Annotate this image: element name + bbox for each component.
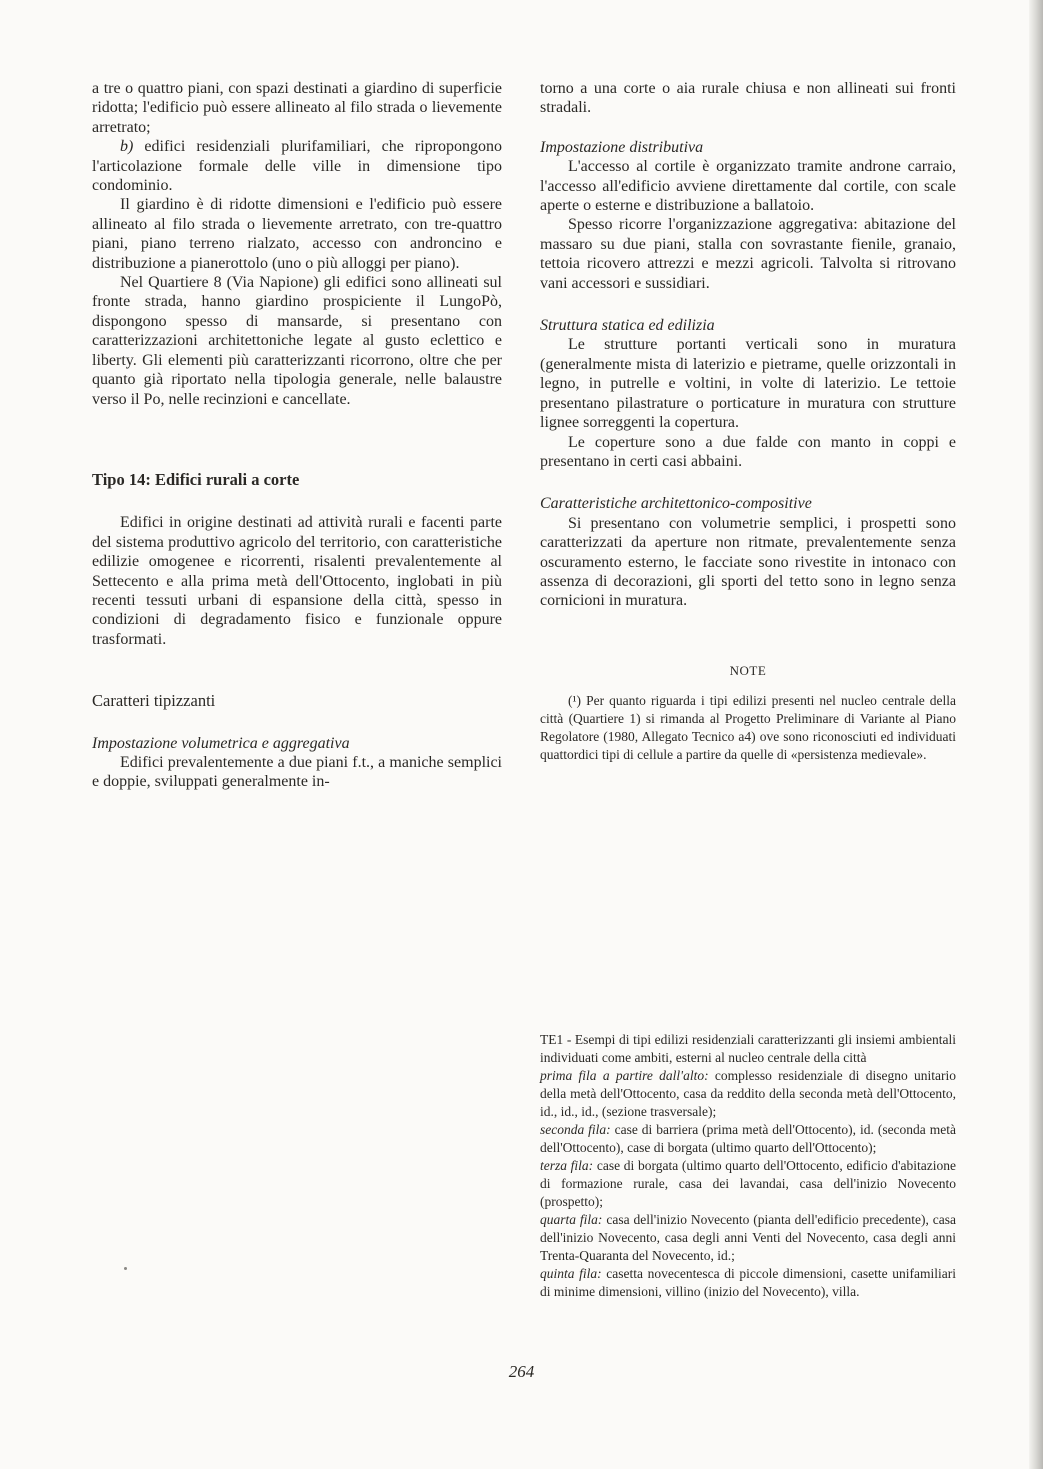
section-title: Struttura statica ed edilizia xyxy=(540,317,715,335)
paragraph: Edifici prevalentemente a due piani f.t., a maniche semplici e doppie, sviluppati generalmente in- xyxy=(92,753,502,791)
left-column xyxy=(92,79,502,792)
footnote xyxy=(540,692,956,764)
paragraph: a tre o quattro piani, con spazi destinati a giardino di superficie ridotta; l'edificio può essere allineato al filo strada o lievemente arretrato; xyxy=(92,80,502,136)
caption-row-text: casetta novecentesca di piccole dimensioni, casette unifamiliari di minime dimensioni, villino (inizio del Novecento), villa. xyxy=(540,1266,957,1299)
notes-heading: NOTE xyxy=(729,662,767,678)
list-marker: b) xyxy=(120,138,134,156)
section-title: Caratteristiche architettonico-compositive xyxy=(540,495,812,513)
paragraph: torno a una corte o aia rurale chiusa e non allineati sui fronti stradali. xyxy=(540,80,956,117)
paragraph: Le coperture sono a due falde con manto in coppi e presentano in certi casi abbaini. xyxy=(540,433,956,470)
section-title: Impostazione volumetrica e aggregativa xyxy=(92,734,350,752)
paragraph: Edifici in origine destinati ad attività rurali e facenti parte del sistema produttivo agricolo del territorio, con caratteristiche edilizie omogenee e ricorrenti, risalenti prevalentemente al Settecento e alla prima metà dell'Ottocento, inglobati in più recenti tessuti urbani di espansione della città, spesso in condizioni di degradamento fisico e funzionale oppure trasformati. xyxy=(92,514,502,648)
scan-speck xyxy=(124,1267,127,1270)
paragraph-text: edifici residenziali plurifamiliari, che ripropongono l'articolazione formale delle ville in dimensione tipo condominio. xyxy=(92,138,502,195)
right-column xyxy=(540,79,956,764)
caption-row-text: complesso residenziale di disegno unitario della metà dell'Ottocento, casa da reddito della seconda metà dell'Ottocento, id., id., id., (sezione trasversale); xyxy=(540,1068,956,1119)
caption-row xyxy=(540,1265,956,1301)
caption-row-label: quarta fila: xyxy=(540,1212,603,1227)
caption-row-label: terza fila: xyxy=(540,1158,594,1173)
paragraph: Nel Quartiere 8 (Via Napione) gli edifici sono allineati sul fronte strada, hanno giardino prospiciente il LungoPò, dispongono spesso di mansarde, si presentano con caratterizzazioni architettoniche legate al gusto eclettico e liberty. Gli elementi più caratterizzanti ricorrono, oltre che per quanto già riportato nella tipologia generale, nelle balaustre verso il Po, nelle recinzioni e cancellate. xyxy=(92,274,502,408)
paragraph: Il giardino è di ridotte dimensioni e l'edificio può essere allineato al filo strada o lievemente arretrato, con tre-quattro piani, piano terreno rialzato, accesso con androncino e distribuzione a pianerottolo (uno o più alloggi per piano). xyxy=(92,196,502,272)
caption-row-label: prima fila a partire dall'alto: xyxy=(540,1068,709,1083)
paragraph: L'accesso al cortile è organizzato tramite androne carraio, l'accesso all'edificio avviene direttamente dal cortile, con scale aperte o esterne e distribuzione a ballatoio. xyxy=(540,158,956,215)
paragraph: Le strutture portanti verticali sono in muratura (generalmente mista di laterizio e pietrame, quelle orizzontali in legno, in putrelle e voltini, in volte di laterizio. Le tettoie presentano pilastrature o porticature in muratura con strutture lignee sorreggenti la copertura. xyxy=(540,336,956,432)
paragraph: Spesso ricorre l'organizzazione aggregativa: abitazione del massaro su due piani, stalla con sovrastante fienile, granaio, tettoia ricovero attrezzi e mezzi agricoli. Talvolta si ritrovano vani accessori e sussidiari. xyxy=(540,216,956,292)
section-title: Impostazione distributiva xyxy=(540,138,704,156)
paragraph xyxy=(92,137,502,195)
caption-row-text: casa dell'inizio Novecento (pianta dell'edificio precedente), casa dell'inizio Novecento, casa degli anni Venti del Novecento, casa degli anni Trenta-Quaranta del Novecento, id.; xyxy=(540,1212,956,1263)
caption-row xyxy=(540,1121,956,1157)
caption-row xyxy=(540,1157,956,1211)
figure-caption xyxy=(540,1031,956,1301)
subheading: Caratteri tipizzanti xyxy=(92,691,216,711)
caption-row xyxy=(540,1067,956,1121)
page-edge-shadow xyxy=(1029,0,1043,1469)
footnote-text: Per quanto riguarda i tipi edilizi presenti nel nucleo centrale della città (Quartiere 1) si rimanda al Progetto Preliminare di Variante al Piano Regolatore (1980, Allegato Tecnico a4) ove sono riconosciuti ed individuati quattordici tipi di cellule a partire da quelle di «persistenza medievale». xyxy=(540,693,956,763)
footnote-marker: (¹) xyxy=(568,693,582,709)
caption-row-label: quinta fila: xyxy=(540,1266,602,1281)
paragraph: Si presentano con volumetrie semplici, i prospetti sono caratterizzati da aperture non ritmate, prevalentemente senza oscuramento esterno, le facciate sono rivestite in intonaco con assenza di decorazioni, gli sporti del tetto sono in legno senza cornicioni in muratura. xyxy=(540,514,956,610)
caption-intro: TE1 - Esempi di tipi edilizi residenziali caratterizzanti gli insiemi ambientali individuati come ambiti, esterni al nucleo centrale della città xyxy=(540,1032,956,1065)
section-heading: Tipo 14: Edifici rurali a corte xyxy=(92,469,300,489)
caption-row-text: case di barriera (prima metà dell'Ottocento), id. (seconda metà dell'Ottocento), case di borgata (ultimo quarto dell'Ottocento); xyxy=(540,1122,956,1155)
caption-row-label: seconda fila: xyxy=(540,1122,611,1137)
caption-row-text: case di borgata (ultimo quarto dell'Ottocento, edificio d'abitazione di formazione rurale, casa dei lavandai, casa dell'inizio Novecento (prospetto); xyxy=(540,1158,957,1209)
caption-row xyxy=(540,1211,956,1265)
page-number: 264 xyxy=(508,1362,535,1381)
